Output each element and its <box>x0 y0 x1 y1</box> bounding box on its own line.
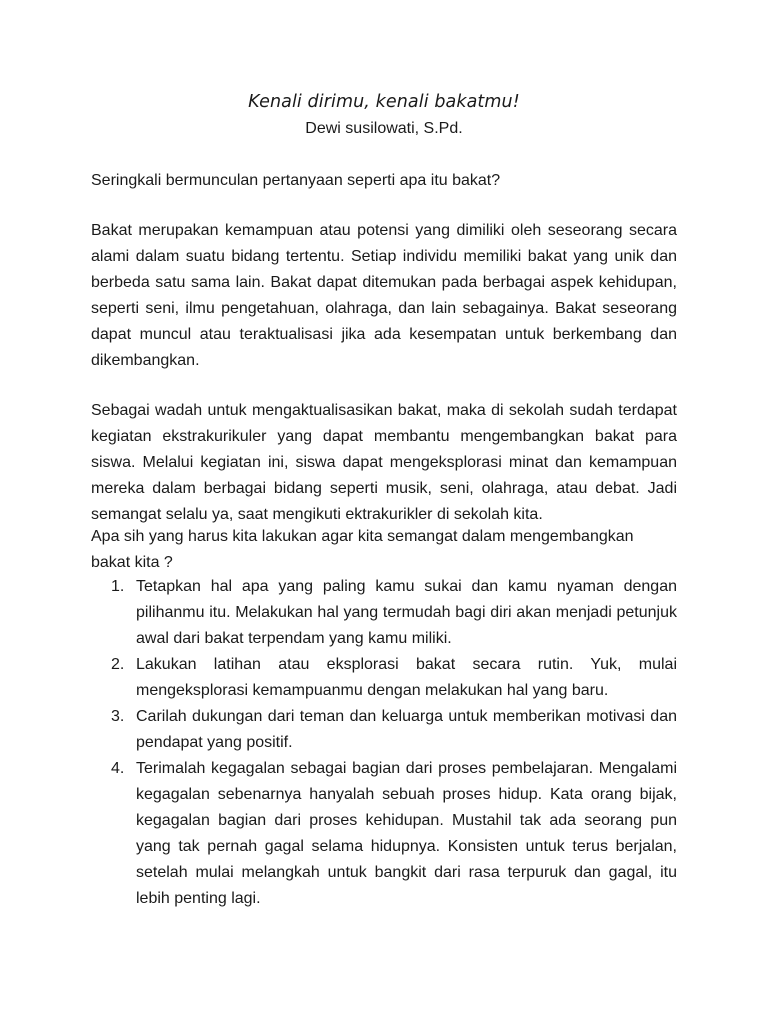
tips-list <box>91 574 677 912</box>
list-item-text: Terimalah kegagalan sebagai bagian dari proses pembelajaran. Mengalami kegagalan sebenarnya hanyalah sebuah proses hidup. Kata orang bijak, kegagalan bagian dari proses kehidupan. Mustahil tak ada seorang pun yang tak pernah gagal selama hidupnya. Konsisten untuk terus berjalan, setelah mulai melangkah untuk bangkit dari rasa terpuruk dan gagal, itu lebih penting lagi. <box>136 760 677 907</box>
intro-question: Seringkali bermunculan pertanyaan seperti apa itu bakat? <box>91 172 501 189</box>
paragraph-definition: Bakat merupakan kemampuan atau potensi yang dimiliki oleh seseorang secara alami dalam suatu bidang tertentu. Setiap individu memiliki bakat yang unik dan berbeda satu sama lain. Bakat dapat ditemukan pada berbagai aspek kehidupan, seperti seni, ilmu pengetahuan, olahraga, dan lain sebagainya. Bakat seseorang dapat muncul atau teraktualisasi jika ada kesempatan untuk berkembang dan dikembangkan. <box>91 222 677 369</box>
list-item <box>91 574 677 652</box>
list-item-number: 3. <box>111 708 125 725</box>
list-item-number: 1. <box>111 578 125 595</box>
list-item <box>91 756 677 912</box>
document-author: Dewi susilowati, S.Pd. <box>305 120 463 137</box>
list-item-text: Tetapkan hal apa yang paling kamu sukai dan kamu nyaman dengan pilihanmu itu. Melakukan hal yang termudah bagi diri akan menjadi petunjuk awal dari bakat terpendam yang kamu miliki. <box>136 578 677 647</box>
document-title: Kenali dirimu, kenali bakatmu! <box>248 92 520 112</box>
list-item <box>91 704 677 756</box>
list-item-number: 2. <box>111 656 125 673</box>
list-item-number: 4. <box>111 760 125 777</box>
list-item-text: Carilah dukungan dari teman dan keluarga untuk memberikan motivasi dan pendapat yang positif. <box>136 708 677 751</box>
list-item <box>91 652 677 704</box>
list-item-text: Lakukan latihan atau eksplorasi bakat secara rutin. Yuk, mulai mengeksplorasi kemampuanmu dengan melakukan hal yang baru. <box>136 656 677 699</box>
list-intro-question: Apa sih yang harus kita lakukan agar kita semangat dalam mengembangkan bakat kita ? <box>91 528 634 571</box>
paragraph-extracurricular: Sebagai wadah untuk mengaktualisasikan bakat, maka di sekolah sudah terdapat kegiatan ekstrakurikuler yang dapat membantu mengembangkan bakat para siswa. Melalui kegiatan ini, siswa dapat mengeksplorasi minat dan kemampuan mereka dalam berbagai bidang seperti musik, seni, olahraga, atau debat. Jadi semangat selalu ya, saat mengikuti ektrakurikler di sekolah kita. <box>91 402 677 523</box>
